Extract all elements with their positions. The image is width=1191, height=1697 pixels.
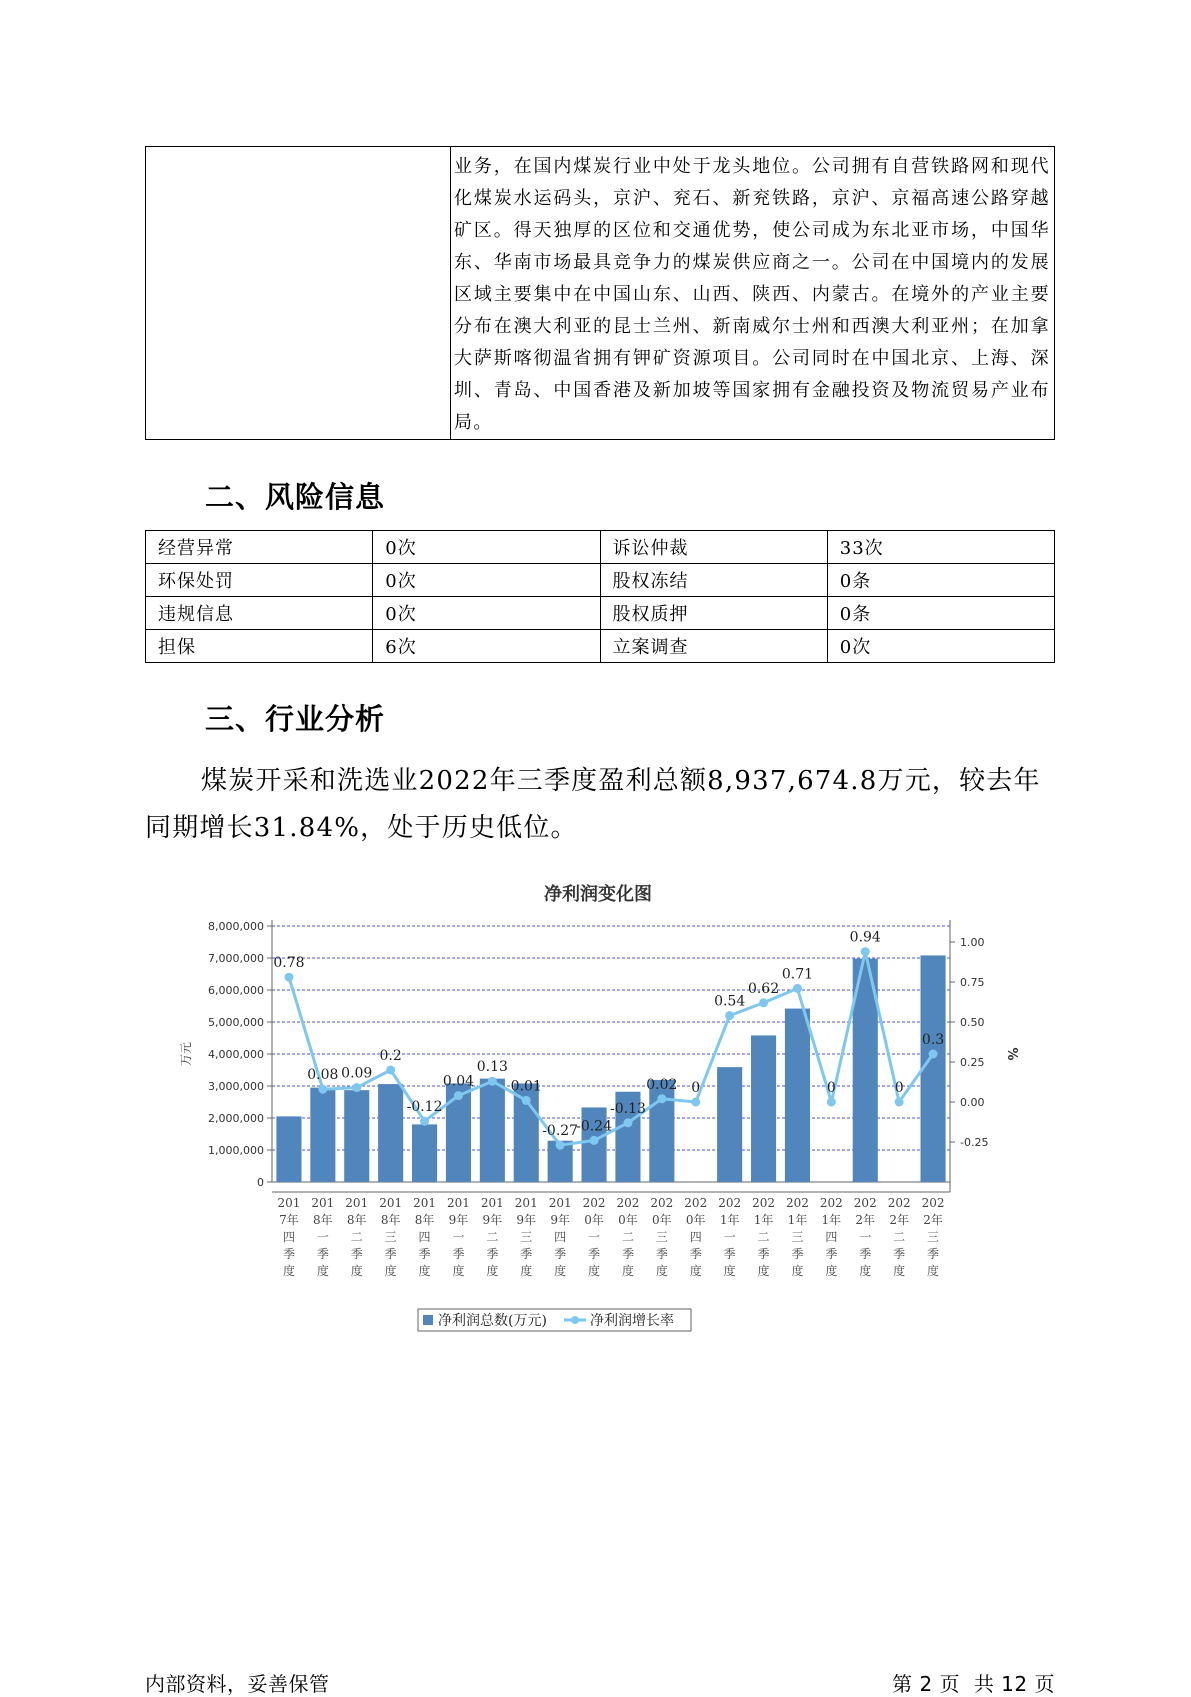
x-axis-tick-label [854, 1196, 877, 1278]
x-axis-tick-label-part: 7年 [279, 1213, 299, 1227]
growth-rate-point [488, 1077, 497, 1086]
left-axis-tick-label: 1,000,000 [208, 1144, 264, 1157]
x-axis-tick-label-part: 度 [893, 1264, 906, 1278]
x-axis-tick-label-part: 度 [316, 1264, 329, 1278]
risk-value: 6次 [373, 630, 600, 663]
x-axis-tick-label-part: 202 [650, 1196, 674, 1210]
table-row [146, 564, 1055, 597]
x-axis-tick-label-part: 季 [418, 1247, 431, 1261]
risk-value: 0条 [827, 597, 1054, 630]
x-axis-tick-label [277, 1196, 300, 1278]
growth-rate-point [386, 1066, 395, 1075]
intro-text-cell [451, 147, 1055, 440]
x-axis-tick-label-part: 一 [859, 1230, 872, 1244]
right-axis-tick-label: -0.25 [960, 1136, 989, 1149]
growth-rate-label: -0.24 [576, 1118, 613, 1135]
x-axis-tick-label-part: 季 [520, 1247, 533, 1261]
legend-bar-label: 净利润总数(万元) [438, 1313, 547, 1329]
x-axis-tick-label-part: 季 [723, 1247, 736, 1261]
x-axis-tick-label [922, 1196, 945, 1278]
x-axis-tick-label-part: 季 [588, 1247, 601, 1261]
growth-rate-point [759, 998, 768, 1007]
x-axis-tick-label [413, 1196, 436, 1278]
left-axis-tick-label: 8,000,000 [208, 920, 264, 933]
chart-bar [717, 1067, 742, 1182]
growth-rate-point [590, 1136, 599, 1145]
growth-rate-label: 0.04 [442, 1073, 475, 1090]
risk-label: 股权冻结 [600, 564, 827, 597]
x-axis-tick-label-part: 度 [588, 1264, 601, 1278]
x-axis-tick-label-part: 202 [853, 1196, 877, 1210]
risk-label: 担保 [146, 630, 373, 663]
growth-rate-point [556, 1141, 565, 1150]
table-row [146, 630, 1055, 663]
x-axis-tick-label [481, 1196, 504, 1278]
x-axis-tick-label [345, 1196, 368, 1278]
x-axis-tick-label-part: 2年 [855, 1213, 876, 1227]
x-axis-tick-label-part: 度 [282, 1264, 295, 1278]
x-axis-tick-label-part: 202 [718, 1196, 742, 1210]
risk-value: 33次 [827, 531, 1054, 564]
risk-value: 0次 [373, 564, 600, 597]
x-axis-tick-label-part: 三 [384, 1230, 397, 1244]
left-axis-tick-label: 7,000,000 [208, 952, 264, 965]
x-axis-tick-label-part: 季 [927, 1247, 940, 1261]
growth-rate-point [352, 1083, 361, 1092]
x-axis-tick-label [311, 1196, 334, 1278]
x-axis-tick-label-part: 0年 [584, 1213, 604, 1227]
x-axis-tick-label-part: 2年 [889, 1213, 909, 1227]
x-axis-tick-label-part: 季 [384, 1247, 397, 1261]
x-axis-tick-label-part: 季 [689, 1247, 702, 1261]
x-axis-tick-label-part: 二 [621, 1230, 634, 1244]
intro-table [145, 146, 1055, 440]
x-axis-tick-label-part: 三 [927, 1230, 940, 1244]
chart-bar [785, 1009, 810, 1182]
growth-rate-point [861, 947, 870, 956]
growth-rate-label: 0 [691, 1080, 701, 1096]
x-axis-tick-label-part: 0年 [618, 1213, 638, 1227]
legend-bar-swatch [423, 1315, 433, 1325]
x-axis-tick-label-part: 9年 [482, 1213, 503, 1227]
growth-rate-label: 0.01 [510, 1078, 542, 1095]
x-axis-tick-label-part: 0年 [652, 1213, 672, 1227]
x-axis-tick-label-part: 一 [452, 1230, 465, 1244]
x-axis-tick-label-part: 四 [282, 1230, 295, 1244]
growth-rate-label: -0.27 [542, 1123, 579, 1140]
growth-rate-label: 0 [894, 1080, 904, 1096]
table-row [146, 531, 1055, 564]
x-axis-tick-label [650, 1196, 673, 1278]
growth-rate-label: 0.08 [307, 1067, 339, 1084]
x-axis-tick-label-part: 201 [413, 1196, 437, 1210]
growth-rate-label: 0.13 [476, 1059, 508, 1076]
growth-rate-point [522, 1096, 531, 1105]
x-axis-tick-label-part: 四 [825, 1230, 838, 1244]
x-axis-tick-label-part: 1年 [821, 1213, 842, 1227]
left-axis-title: 万元 [179, 1041, 193, 1067]
risk-label: 诉讼仲裁 [600, 531, 827, 564]
net-profit-chart [170, 880, 1019, 1340]
x-axis-tick-label-part: 201 [514, 1196, 538, 1210]
x-axis-tick-label [583, 1196, 606, 1278]
growth-rate-label: 0.54 [714, 993, 746, 1010]
risk-label: 经营异常 [146, 531, 373, 564]
x-axis-tick-label-part: 二 [486, 1230, 499, 1244]
risk-label: 立案调查 [600, 630, 827, 663]
x-axis-tick-label-part: 季 [554, 1247, 567, 1261]
x-axis-tick-label [888, 1196, 911, 1278]
footer-confidential: 内部资料，妥善保管 [145, 1672, 330, 1696]
risk-label: 环保处罚 [146, 564, 373, 597]
growth-rate-point [929, 1050, 938, 1059]
growth-rate-label: 0.09 [341, 1065, 373, 1082]
x-axis-tick-label-part: 1年 [753, 1213, 774, 1227]
growth-rate-label: 0.3 [921, 1032, 945, 1048]
x-axis-tick-label-part: 季 [452, 1247, 465, 1261]
x-axis-tick-label-part: 202 [582, 1196, 606, 1210]
risk-table [145, 530, 1055, 663]
x-axis-tick-label-part: 度 [723, 1264, 736, 1278]
x-axis-tick-label-part: 8年 [313, 1213, 333, 1227]
x-axis-tick-label-part: 度 [350, 1264, 363, 1278]
x-axis-tick-label-part: 202 [921, 1196, 945, 1210]
x-axis-tick-label-part: 度 [927, 1264, 940, 1278]
x-axis-tick-label-part: 三 [791, 1230, 804, 1244]
right-axis-tick-label: 0.25 [960, 1056, 985, 1069]
growth-rate-label: -0.13 [609, 1100, 646, 1117]
legend-line-marker [571, 1316, 579, 1324]
intro-empty-cell [146, 147, 451, 440]
growth-rate-point [318, 1085, 327, 1094]
risk-label: 违规信息 [146, 597, 373, 630]
x-axis-tick-label-part: 二 [757, 1230, 770, 1244]
growth-rate-point [793, 984, 802, 993]
x-axis-tick-label-part: 201 [277, 1196, 301, 1210]
table-row [146, 597, 1055, 630]
x-axis-tick-label-part: 度 [655, 1264, 668, 1278]
footer-page-number: 第 2 页 共 12 页 [892, 1672, 1055, 1696]
x-axis-tick-label-part: 度 [757, 1264, 770, 1278]
x-axis-tick-label [718, 1196, 741, 1278]
x-axis-tick-label-part: 度 [791, 1264, 804, 1278]
growth-rate-label: 0.2 [379, 1048, 402, 1064]
x-axis-tick-label-part: 201 [446, 1196, 470, 1210]
x-axis-tick-label-part: 季 [350, 1247, 363, 1261]
right-axis-title: % [1004, 1047, 1019, 1061]
section-risk-title: 二、风险信息 [205, 480, 386, 514]
x-axis-tick-label-part: 202 [684, 1196, 708, 1210]
growth-rate-point [895, 1098, 904, 1107]
x-axis-tick-label-part: 季 [791, 1247, 804, 1261]
growth-rate-point [691, 1098, 700, 1107]
x-axis-tick-label-part: 度 [384, 1264, 397, 1278]
chart-bar [276, 1116, 301, 1182]
growth-rate-point [623, 1118, 632, 1127]
x-axis-tick-label [786, 1196, 809, 1278]
x-axis-tick-label-part: 201 [345, 1196, 369, 1210]
x-axis-tick-label-part: 度 [825, 1264, 838, 1278]
x-axis-tick-label [549, 1196, 572, 1278]
legend-line-label: 净利润增长率 [590, 1313, 674, 1329]
x-axis-tick-label-part: 度 [486, 1264, 499, 1278]
x-axis-tick-label-part: 201 [379, 1196, 403, 1210]
x-axis-tick-label-part: 二 [893, 1230, 906, 1244]
x-axis-tick-label-part: 度 [418, 1264, 431, 1278]
x-axis-tick-label-part: 8年 [414, 1213, 435, 1227]
x-axis-tick-label-part: 季 [757, 1247, 770, 1261]
x-axis-tick-label-part: 季 [621, 1247, 634, 1261]
x-axis-tick-label-part: 一 [316, 1230, 329, 1244]
x-axis-tick-label [515, 1196, 538, 1278]
left-axis-tick-label: 5,000,000 [208, 1016, 264, 1029]
x-axis-tick-label-part: 202 [752, 1196, 776, 1210]
x-axis-tick-label-part: 季 [825, 1247, 838, 1261]
chart-bar [751, 1035, 776, 1182]
chart-bar [378, 1084, 403, 1182]
left-axis-tick-label: 2,000,000 [208, 1112, 264, 1125]
x-axis-tick-label-part: 度 [621, 1264, 634, 1278]
growth-rate-point [454, 1091, 463, 1100]
x-axis-tick-label-part: 202 [887, 1196, 911, 1210]
risk-value: 0次 [827, 630, 1054, 663]
right-axis-tick-label: 0.50 [960, 1016, 985, 1029]
growth-rate-label: 0.78 [273, 955, 305, 972]
x-axis-tick-label-part: 度 [859, 1264, 872, 1278]
chart-title: 净利润变化图 [544, 884, 652, 905]
x-axis-tick-label-part: 202 [785, 1196, 809, 1210]
x-axis-tick-label-part: 季 [282, 1247, 295, 1261]
x-axis-tick-label-part: 201 [548, 1196, 572, 1210]
x-axis-tick-label [752, 1196, 775, 1278]
growth-rate-point [725, 1011, 734, 1020]
risk-value: 0次 [373, 531, 600, 564]
x-axis-tick-label-part: 季 [859, 1247, 872, 1261]
x-axis-tick-label-part: 8年 [380, 1213, 401, 1227]
x-axis-tick-label-part: 一 [723, 1230, 736, 1244]
x-axis-tick-label-part: 三 [520, 1230, 533, 1244]
x-axis-tick-label-part: 度 [520, 1264, 533, 1278]
chart-bar [412, 1124, 437, 1182]
x-axis-tick-label-part: 9年 [516, 1213, 537, 1227]
right-axis-tick-label: 1.00 [960, 936, 985, 949]
right-axis-tick-label: 0.75 [960, 976, 985, 989]
x-axis-tick-label-part: 二 [350, 1230, 363, 1244]
x-axis-tick-label-part: 9年 [448, 1213, 469, 1227]
industry-paragraph: 煤炭开采和洗选业2022年三季度盈利总额8,937,674.8万元，较去年同期增长31.84%，处于历史低位。 [145, 766, 1041, 843]
x-axis-tick-label-part: 201 [311, 1196, 335, 1210]
x-axis-tick-label-part: 季 [486, 1247, 499, 1261]
x-axis-tick-label [684, 1196, 707, 1278]
x-axis-tick-label-part: 四 [554, 1230, 567, 1244]
x-axis-tick-label-part: 1年 [787, 1213, 808, 1227]
risk-value: 0次 [373, 597, 600, 630]
x-axis-tick-label-part: 9年 [550, 1213, 570, 1227]
growth-rate-label: -0.12 [406, 1099, 443, 1116]
x-axis-tick-label-part: 四 [689, 1230, 702, 1244]
chart-bar [480, 1079, 505, 1182]
x-axis-tick-label-part: 季 [893, 1247, 906, 1261]
chart-bar [344, 1090, 369, 1182]
x-axis-tick-label [447, 1196, 470, 1278]
right-axis-tick-label: 0.00 [960, 1096, 985, 1109]
growth-rate-point [827, 1098, 836, 1107]
growth-rate-label: 0.62 [747, 980, 780, 997]
left-axis-tick-label: 6,000,000 [208, 984, 264, 997]
growth-rate-label: 0 [826, 1080, 836, 1096]
x-axis-tick-label-part: 季 [655, 1247, 668, 1261]
x-axis-tick-label-part: 四 [418, 1230, 431, 1244]
x-axis-tick-label-part: 度 [452, 1264, 465, 1278]
growth-rate-label: 0.02 [646, 1076, 678, 1093]
growth-rate-point [420, 1117, 429, 1126]
x-axis-tick-label-part: 季 [316, 1247, 329, 1261]
x-axis-tick-label [379, 1196, 402, 1278]
x-axis-tick-label-part: 0年 [685, 1213, 706, 1227]
chart-bar [310, 1088, 335, 1182]
section-industry-title: 三、行业分析 [205, 702, 386, 736]
risk-value: 0条 [827, 564, 1054, 597]
x-axis-tick-label-part: 1年 [719, 1213, 740, 1227]
growth-rate-point [657, 1094, 666, 1103]
x-axis-tick-label-part: 202 [616, 1196, 640, 1210]
growth-rate-label: 0.94 [849, 929, 881, 946]
x-axis-tick-label-part: 8年 [346, 1213, 367, 1227]
x-axis-tick-label-part: 201 [480, 1196, 504, 1210]
x-axis-tick-label [616, 1196, 639, 1278]
left-axis-tick-label: 3,000,000 [208, 1080, 264, 1093]
x-axis-tick-label-part: 一 [588, 1230, 601, 1244]
left-axis-tick-label: 4,000,000 [208, 1048, 264, 1061]
x-axis-tick-label-part: 度 [689, 1264, 702, 1278]
x-axis-tick-label-part: 202 [819, 1196, 843, 1210]
left-axis-tick-label: 0 [257, 1176, 264, 1189]
risk-label: 股权质押 [600, 597, 827, 630]
growth-rate-label: 0.71 [781, 966, 814, 983]
x-axis-tick-label [820, 1196, 843, 1278]
intro-text: 业务，在国内煤炭行业中处于龙头地位。公司拥有自营铁路网和现代化煤炭水运码头，京沪、兖石、新兖铁路，京沪、京福高速公路穿越矿区。得天独厚的区位和交通优势，使公司成为东北亚市场，中国华东、华南市场最具竞争力的煤炭供应商之一。公司在中国境内的发展区域主要集中在中国山东、山西、陕西、内蒙古。在境外的产业主要分布在澳大利亚的昆士兰州、新南威尔士州和西澳大利亚州；在加拿大萨斯喀彻温省拥有钾矿资源项目。公司同时在中国北京、上海、深圳、青岛、中国香港及新加坡等国家拥有金融投资及物流贸易产业布局。 [454, 156, 1050, 433]
x-axis-tick-label-part: 三 [655, 1230, 668, 1244]
growth-rate-point [284, 973, 293, 982]
x-axis-tick-label-part: 度 [554, 1264, 567, 1278]
x-axis-tick-label-part: 2年 [923, 1213, 943, 1227]
